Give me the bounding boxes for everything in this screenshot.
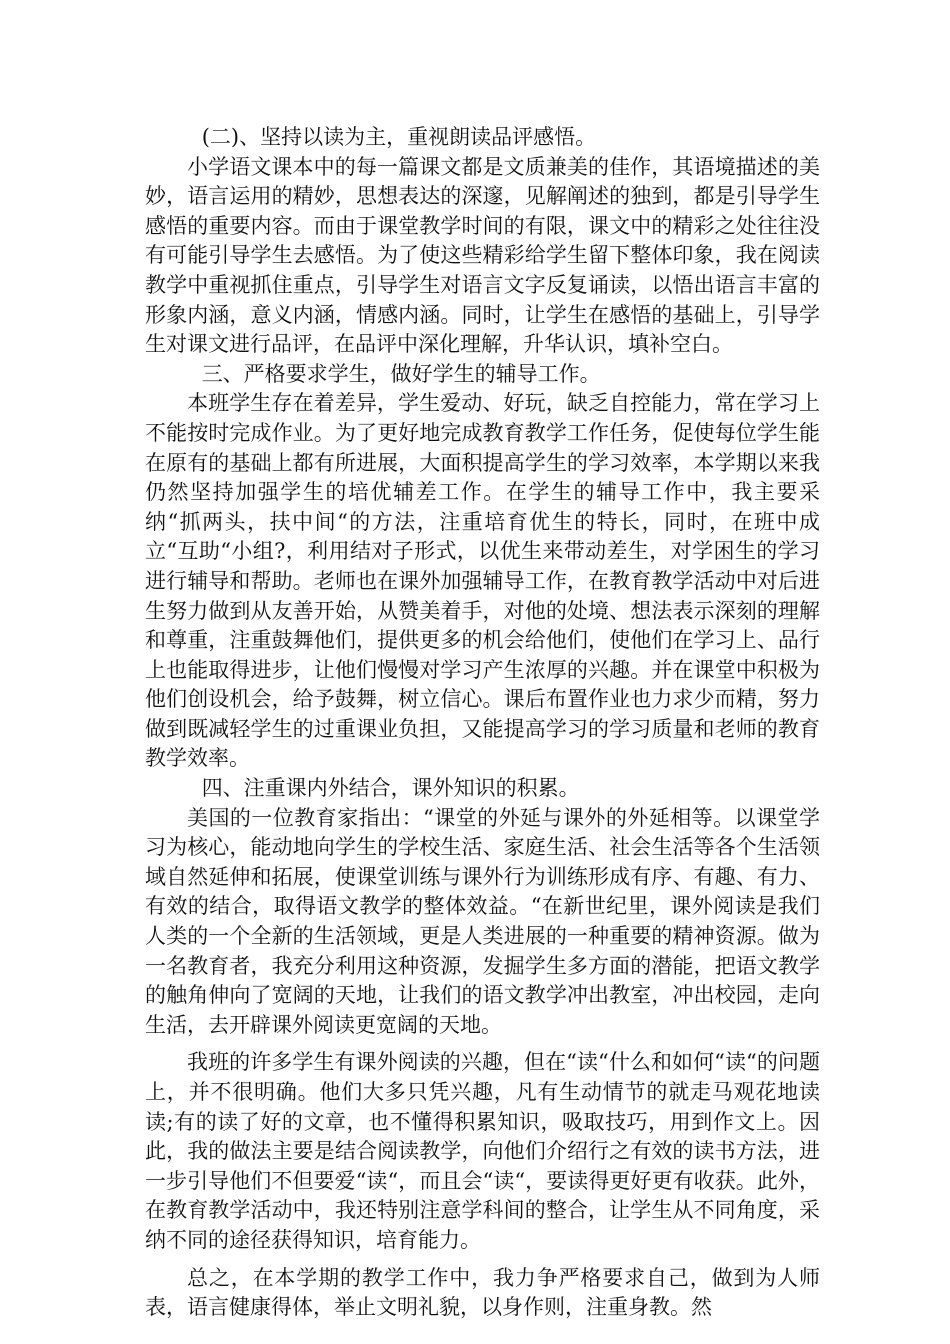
paragraph-reading-body: 小学语文课本中的每一篇课文都是文质兼美的佳作，其语境描述的美妙，语言运用的精妙，思想表达的深邃，见解阐述的独到，都是引导学生感悟的重要内容。而由于课堂教学时间的有限，课文中的精彩之处往往没有可能引导学生去感悟。为了使这些精彩给学生留下整体印象，我在阅读教学中重视抓住重点，引导学生对语言文字反复诵读，以悟出语言丰富的形象内涵，意义内涵，情感内涵。同时，让学生在感悟的基础上，引导学生对课文进行品评，在品评中深化理解，升华认识，填补空白。 xyxy=(145,154,820,357)
section-heading-tutoring: 三、严格要求学生，做好学生的辅导工作。 xyxy=(201,361,601,386)
paragraph-summary: 总之，在本学期的教学工作中，我力争严格要求自己，做到为人师表，语言健康得体，举止文明礼貌，以身作则，注重身教。然 xyxy=(145,1265,820,1320)
section-heading-extracurricular: 四、注重课内外结合，课外知识的积累。 xyxy=(201,776,580,801)
document-body xyxy=(145,123,820,1323)
paragraph-tutoring-body: 本班学生存在着差异，学生爱动、好玩，缺乏自控能力，常在学习上不能按时完成作业。为了更好地完成教育教学工作任务，促使每位学生能在原有的基础上都有所进展，大面积提高学生的学习效率，本学期以来我仍然坚持加强学生的培优辅差工作。在学生的辅导工作中，我主要采纳“抓两头，扶中间“的方法，注重培育优生的特长，同时，在班中成立“互助“小组?，利用结对子形式，以优生来带动差生，对学困生的学习进行辅导和帮助。老师也在课外加强辅导工作，在教育教学活动中对后进生努力做到从友善开始，从赞美着手，对他的处境、想法表示深刻的理解和尊重，注重鼓舞他们，提供更多的机会给他们，使他们在学习上、品行上也能取得进步，让他们慢慢对学习产生浓厚的兴趣。并在课堂中积极为他们创设机会，给予鼓舞，树立信心。课后布置作业也力求少而精，努力做到既减轻学生的过重课业负担，又能提高学习的学习质量和老师的教育教学效率。 xyxy=(145,391,820,771)
section-heading-reading: (二)、坚持以读为主，重视朗读品评感悟。 xyxy=(201,125,597,149)
paragraph-reading-interest: 我班的许多学生有课外阅读的兴趣，但在“读“什么和如何“读“的问题上，并不很明确。他们大多只凭兴趣，凡有生动情节的就走马观花地读读;有的读了好的文章，也不懂得积累知识，吸取技巧，用到作文上。因此，我的做法主要是结合阅读教学，向他们介绍行之有效的读书方法，进一步引导他们不但要爱“读“，而且会“读“，要读得更好更有收获。此外，在教育教学活动中，我还特别注意学科间的整合，让学生从不同角度，采纳不同的途径获得知识，培育能力。 xyxy=(145,1050,820,1252)
paragraph-extracurricular-body: 美国的一位教育家指出：“课堂的外延与课外的外延相等。以课堂学习为核心，能动地向学生的学校生活、家庭生活、社会生活等各个生活领域自然延伸和拓展，使课堂训练与课外行为训练形成有序、有趣、有力、有效的结合，取得语文教学的整体效益。“在新世纪里，课外阅读是我们人类的一个全新的生活领域，更是人类进展的一种重要的精神资源。做为一名教育者，我充分利用这种资源，发掘学生多方面的潜能，把语文教学的触角伸向了宽阔的天地，让我们的语文教学冲出教室，冲出校园，走向生活，去开辟课外阅读更宽阔的天地。 xyxy=(145,805,820,1037)
